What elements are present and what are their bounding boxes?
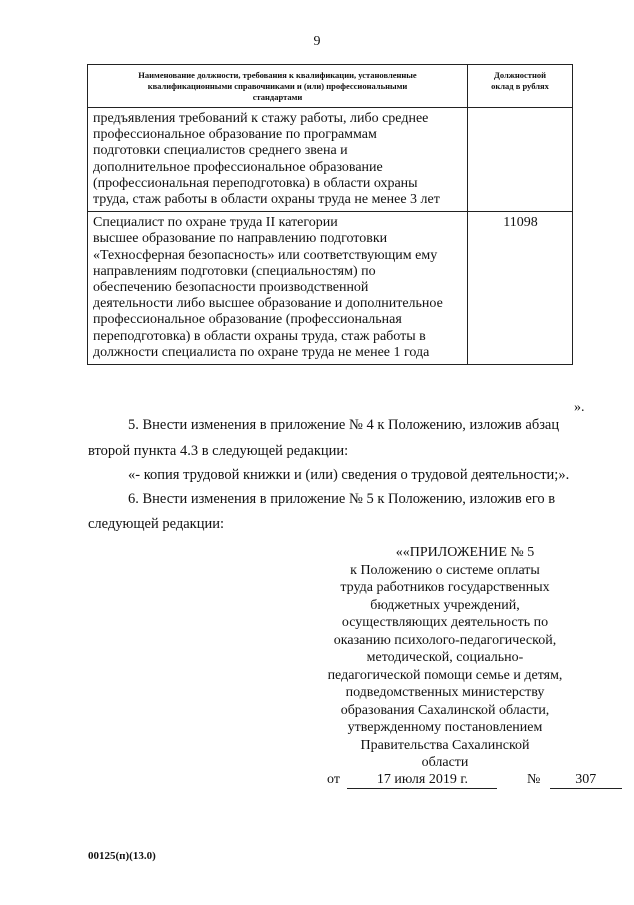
decree-reference xyxy=(327,771,619,789)
header-salary xyxy=(468,65,573,108)
appendix-line: к Положению о системе оплаты xyxy=(350,562,540,578)
salary-cell: 11098 xyxy=(468,212,573,365)
cell-line: «Техносферная безопасность» или соответствующим ему xyxy=(93,247,438,263)
cell-line: Специалист по охране труда II категории xyxy=(93,215,338,231)
header-line: квалификационными справочниками и (или) профессиональными xyxy=(147,81,408,91)
cell-line: (профессиональная переподготовка) в области охраны xyxy=(93,175,418,191)
cell-line: профессиональное образование (профессиональная xyxy=(93,312,402,328)
appendix-line: осуществляющих деятельность по xyxy=(341,615,549,630)
cell-line: обеспечению безопасности производственной xyxy=(93,280,369,296)
appendix-line: утвержденному постановлением xyxy=(347,720,543,735)
table-row xyxy=(88,212,573,365)
decree-date: 17 июля 2019 г. xyxy=(347,771,497,789)
appendix-line: Правительства Сахалинской xyxy=(360,737,530,753)
position-cell xyxy=(88,108,468,212)
from-label: от xyxy=(327,772,340,787)
number-label: № xyxy=(526,772,541,787)
cell-line: дополнительное профессиональное образование xyxy=(93,159,383,175)
cell-line: должности специалиста по охране труда не менее 1 года xyxy=(93,344,430,360)
appendix-line: области xyxy=(421,755,469,770)
paragraph-5-line-2: второй пункта 4.3 в следующей редакции: xyxy=(88,443,349,459)
appendix-line: бюджетных учреждений, xyxy=(370,597,520,613)
appendix-line: методической, социально- xyxy=(366,650,524,665)
page-number: 9 xyxy=(313,34,321,49)
table-header-row xyxy=(88,65,573,108)
cell-line: подготовки специалистов среднего звена и xyxy=(93,143,348,159)
footer-code: 00125(п)(13.0) xyxy=(88,850,156,862)
cell-line: предъявления требований к стажу работы, либо среднее xyxy=(93,111,429,126)
paragraph-5-line-1: 5. Внести изменения в приложение № 4 к Положению, изложив абзац xyxy=(128,417,560,433)
paragraph-6-line-1: 6. Внести изменения в приложение № 5 к Положению, изложив его в xyxy=(128,491,556,507)
appendix-line: образования Сахалинской области, xyxy=(340,702,550,718)
appendix-line: оказанию психолого-педагогической, xyxy=(333,632,557,648)
header-line: стандартами xyxy=(252,92,303,102)
paragraph-6-line-2: следующей редакции: xyxy=(88,516,225,532)
appendix-heading xyxy=(300,544,590,772)
appendix-line: подведомственных министерству xyxy=(345,685,545,700)
paragraph-5-quote: «- копия трудовой книжки и (или) сведения о трудовой деятельности;». xyxy=(128,467,570,483)
salary-table xyxy=(87,64,573,365)
cell-line: деятельности либо высшее образование и дополнительное xyxy=(93,296,443,312)
cell-line: высшее образование по направлению подготовки xyxy=(93,231,388,247)
decree-number: 307 xyxy=(550,771,622,789)
salary-cell xyxy=(468,108,573,212)
header-line: оклад в рублях xyxy=(491,81,549,91)
appendix-title: ««ПРИЛОЖЕНИЕ № 5 xyxy=(395,545,535,560)
header-line: Должностной xyxy=(493,70,547,80)
position-cell xyxy=(88,212,468,365)
closing-quote: ». xyxy=(574,400,585,415)
cell-line: переподготовка) в области охраны труда, стаж работы в xyxy=(93,328,426,344)
appendix-line: педагогической помощи семье и детям, xyxy=(327,667,563,683)
cell-line: труда, стаж работы в области охраны труда не менее 3 лет xyxy=(93,192,440,208)
cell-line: профессиональное образование по программам xyxy=(93,127,377,143)
header-position-requirements xyxy=(88,65,468,108)
header-line: Наименование должности, требования к квалификации, установленные xyxy=(138,70,417,80)
appendix-line: труда работников государственных xyxy=(340,580,550,595)
table-row xyxy=(88,108,573,212)
cell-line: направлениям подготовки (специальностям) по xyxy=(93,263,376,279)
